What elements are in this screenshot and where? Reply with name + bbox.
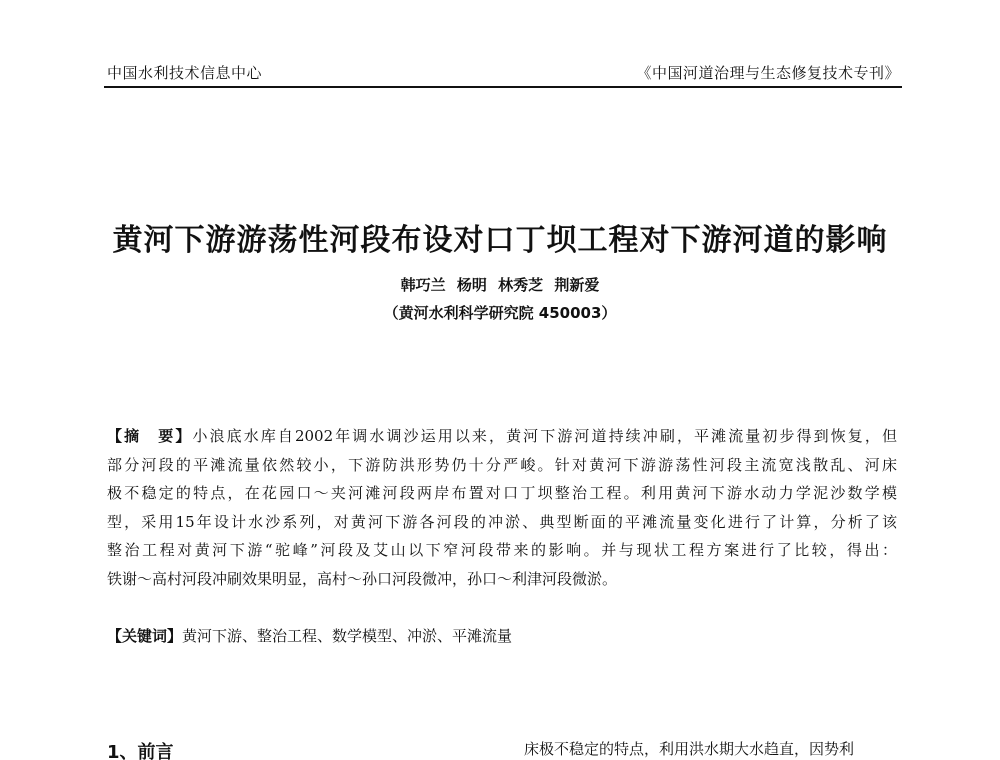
- journal-title: 《中国河道治理与生态修复技术专刊》: [636, 64, 900, 82]
- abstract-line: [107, 422, 897, 451]
- journal-source: 中国水利技术信息中心: [107, 64, 263, 82]
- keywords: [107, 622, 897, 650]
- abstract-line: 极不稳定的特点，在花园口～夹河滩河段两岸布置对口丁坝整治工程。利用黄河下游水动力学泥沙数学模: [107, 484, 897, 502]
- paper-title: 黄河下游游荡性河段布设对口丁坝工程对下游河道的影响: [112, 223, 888, 258]
- section-heading: 1、前言: [107, 742, 174, 760]
- abstract: [107, 422, 897, 593]
- keywords-label: 【关键词】: [107, 627, 183, 645]
- abstract-label: 【摘 要】: [107, 427, 193, 445]
- affiliation: （黄河水利科学研究院 450003）: [383, 304, 617, 322]
- abstract-text: 小浪底水库自2002年调水调沙运用以来，黄河下游河道持续冲刷，平滩流量初步得到恢复，但: [192, 427, 897, 445]
- keywords-text: 黄河下游、整治工程、数学模型、冲淤、平滩流量: [182, 627, 513, 645]
- column2-text: 床极不稳定的特点，利用洪水期大水趋直，因势利: [524, 740, 855, 758]
- abstract-line: 部分河段的平滩流量依然较小，下游防洪形势仍十分严峻。针对黄河下游游荡性河段主流宽浅散乱、河床: [107, 455, 897, 474]
- authors: 韩巧兰 杨明 林秀芝 荆新爱: [400, 276, 600, 294]
- abstract-line: 铁谢～高村河段冲刷效果明显，高村～孙口河段微冲，孙口～利津河段微淤。: [107, 569, 618, 588]
- abstract-line: 型，采用15年设计水沙系列，对黄河下游各河段的冲淤、典型断面的平滩流量变化进行了计算，分析了该: [107, 512, 897, 531]
- abstract-line: 整治工程对黄河下游“驼峰”河段及艾山以下窄河段带来的影响。并与现状工程方案进行了比较，得出：: [107, 541, 897, 559]
- header-rule: [104, 86, 902, 88]
